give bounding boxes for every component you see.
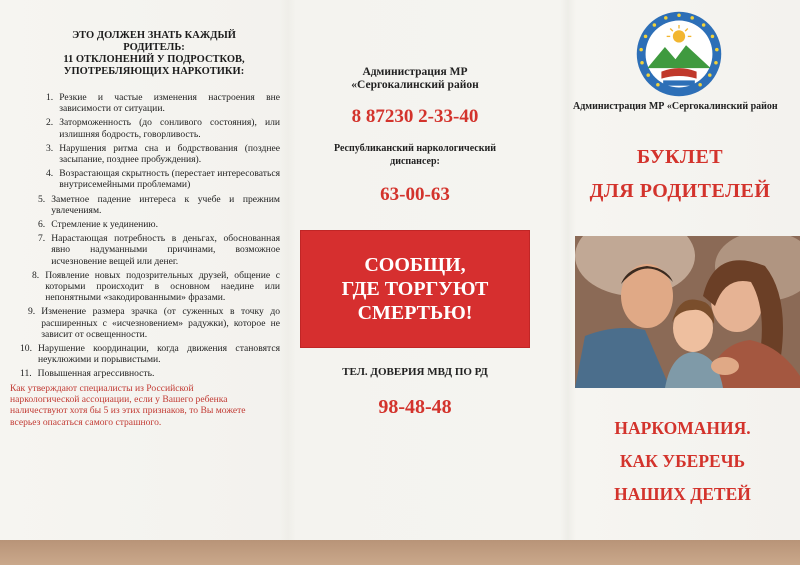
list-item [8,168,280,190]
left-heading-line: УПОТРЕБЛЯЮЩИХ НАРКОТИКИ: [63,66,245,77]
bottom-title-line: КАК УБЕРЕЧЬ [619,451,746,471]
right-panel [565,0,800,540]
list-item [8,306,280,340]
list-item [8,143,280,165]
admin-line: Администрация МР [362,66,468,78]
list-item [8,343,280,365]
item-number: 6. [38,219,46,231]
left-heading-line: РОДИТЕЛЬ: [123,42,185,53]
bottom-title-line: НАРКОМАНИЯ. [614,418,751,438]
item-number: 1. [46,92,54,103]
item-text: Повышенная агрессивность. [37,368,155,380]
report-line: СМЕРТЬЮ! [357,302,473,324]
item-text: Стремление к уединению. [51,219,158,231]
item-text: Нарушение координации, когда движения становятся неуклюжими и порывистыми. [38,343,280,366]
left-panel [8,30,280,530]
item-number: 10. [20,343,32,355]
family-illustration [575,236,800,388]
list-item [8,368,280,379]
item-number: 7. [38,233,46,245]
middle-panel [295,66,535,418]
symptoms-list [8,92,280,380]
item-text: Возрастающая скрытность (перестает интересоваться внутрисемейными проблемами) [59,168,280,191]
left-heading-line: 11 ОТКЛОНЕНИЙ У ПОДРОСТКОВ, [63,54,245,65]
booklet-title-line: БУКЛЕТ [636,146,724,168]
item-text: Изменение размера зрачка (от суженных в точку до расширенных с «исчезновением» радужки), которое не зависит от освещенности. [41,306,280,340]
bottom-title-line: НАШИХ ДЕТЕЙ [614,484,751,504]
item-text: Нарушения ритма сна и бодрствования (позднее засыпание, позднее пробуждения). [59,142,280,166]
item-number: 2. [46,117,54,129]
report-line: СООБЩИ, [364,254,466,276]
report-box [300,230,530,348]
item-text: Нарастающая потребность в деньгах, обоснованная явно надуманными причинами, возможное исчезновение вещей или денег. [51,233,280,267]
admin-line: «Сергокалинский район [351,79,479,91]
table-surface [0,540,800,565]
specialist-note: Как утверждают специалисты из Российской наркологической ассоциации, если у Вашего ребенка наличествуют хотя бы 5 из этих признаков, то Вы можете всерьез опасаться самого страшного. [10,382,246,428]
trust-line-label: ТЕЛ. ДОВЕРИЯ МВД ПО РД [342,366,488,378]
item-number: 11. [20,368,32,380]
item-text: Заторможенность (до сонливого состояния), или излишняя бодрость, говорливость. [59,117,280,140]
dispensary-phone: 63-00-63 [380,184,450,205]
family-photo-icon [575,236,800,388]
bottom-title [565,412,800,511]
item-number: 8. [32,269,40,281]
item-number: 4. [46,168,54,180]
item-text: Заметное падение интереса к учебе и прежним увлечениям. [51,193,280,216]
item-text: Появление новых подозрительных друзей, общение с которыми происходит в основном наедине или непонятными «закодированными» фразами. [45,269,280,304]
list-item [8,219,280,230]
item-number: 5. [38,193,46,205]
item-number: 3. [46,142,54,154]
list-item [8,233,280,267]
list-item [8,117,280,139]
list-item [8,194,280,216]
report-line: ГДЕ ТОРГУЮТ [341,278,489,300]
item-number: 9. [28,306,36,318]
right-admin-label: Администрация МР «Сергокалинский район [573,101,778,112]
admin-heading [295,66,535,92]
dispensary-line: Республиканский наркологический [334,143,496,154]
list-item [8,92,280,114]
item-text: Резкие и частые изменения настроения вне зависимости от ситуации. [59,92,280,115]
admin-phone: 8 87230 2-33-40 [351,106,479,127]
left-heading [8,30,280,78]
dispensary-label [295,142,535,168]
list-item [8,270,280,304]
booklet-title-line: ДЛЯ РОДИТЕЛЕЙ [589,180,771,202]
trust-phone: 98-48-48 [378,396,452,418]
booklet-title [565,140,795,208]
district-emblem-icon [635,10,723,98]
dispensary-line: диспансер: [390,156,440,167]
left-heading-line: ЭТО ДОЛЖЕН ЗНАТЬ КАЖДЫЙ [72,30,236,41]
